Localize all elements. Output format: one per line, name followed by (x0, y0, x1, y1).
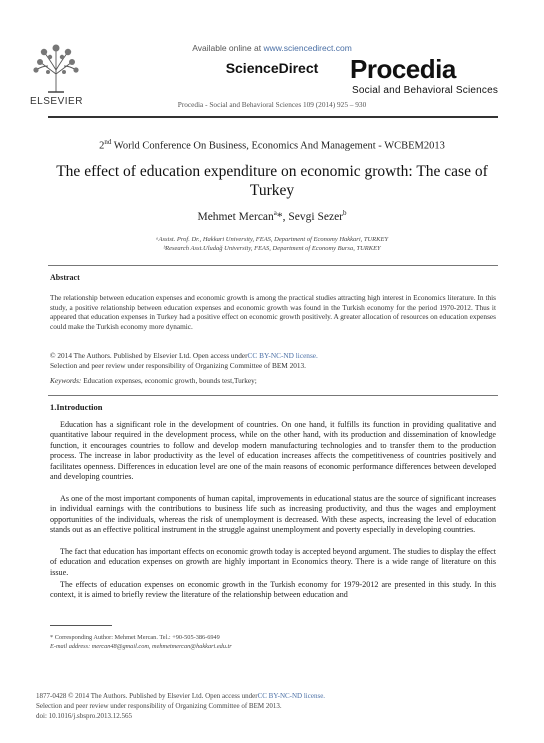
copyright-text: © 2014 The Authors. Published by Elsevier Ltd. (50, 351, 191, 360)
abstract-copyright (50, 351, 496, 361)
availability-line (0, 43, 544, 53)
affiliation-a: ᵃAssist. Prof. Dr., Hakkari University, FEAS, Department of Economy Hakkari, TURKEY (155, 236, 389, 243)
footer-line-1 (36, 692, 516, 701)
keywords-line (50, 376, 496, 386)
license-link[interactable]: CC BY-NC-ND license. (247, 351, 318, 360)
affiliation-b: ᵇResearch Asst.Uludağ University, FEAS, Department of Economy Bursa, TURKEY (163, 245, 381, 252)
conference-name: World Conference On Business, Economics And Management - WCBEM2013 (113, 140, 445, 152)
publisher-name: ELSEVIER (30, 96, 83, 107)
author-1-affil: a (273, 209, 277, 217)
header-divider (48, 116, 498, 118)
sciencedirect-link[interactable]: www.sciencedirect.com (263, 43, 352, 53)
author-separator: , (282, 210, 289, 223)
procedia-logo: Procedia (350, 54, 456, 84)
footnote-rule (50, 625, 112, 626)
author-2: Sevgi Sezer (288, 210, 344, 223)
footer-copyright: 1877-0428 © 2014 The Authors. Published by Elsevier Ltd. (36, 692, 204, 700)
footer-line-2: Selection and peer review under responsibility of Organizing Committee of BEM 2013. (36, 702, 282, 710)
procedia-subtitle: Social and Behavioral Sciences (352, 85, 499, 96)
open-access-text: Open access under (192, 351, 248, 360)
journal-reference: Procedia - Social and Behavioral Sciences 109 (2014) 925 – 930 (177, 100, 367, 109)
footer-doi: doi: 10.1016/j.sbspro.2013.12.565 (36, 712, 133, 720)
abstract-bottom-rule (48, 395, 498, 396)
author-line (0, 209, 544, 223)
author-2-affil: b (343, 209, 347, 217)
footer-license-link[interactable]: CC BY-NC-ND license. (257, 692, 326, 700)
paper-title: The effect of education expenditure on economic growth: The case of Turkey (56, 163, 488, 199)
section-heading: 1.Introduction (50, 402, 103, 412)
intro-paragraph-2: As one of the most important components of human capital, improvements in educational status are the source of significant increases in individual earnings with the contributions to business life such as increasing productivity, and thus the wages and employment opportunities of the individuals, whereas the risk of unemployment is decreased. With these aspects, increasing the level of education stands out as an effective political instrument in the struggle against unemployment and poverty especially in developing countries. (50, 494, 496, 535)
conference-ordinal: 2 (99, 140, 105, 152)
available-prefix: Available online at (192, 43, 262, 53)
abstract-review: Selection and peer review under responsibility of Organizing Committee of BEM 2013. (50, 361, 307, 370)
footnote-email: E-mail address: mercan48@gmail.com, mehmetmercan@hakkari.edu.tr (50, 643, 232, 650)
intro-paragraph-4: The effects of education expenses on economic growth in the Turkish economy for 1979-2012 are presented in this study. In this context, it is aimed to briefly review the literature of the relationship between education and (50, 580, 496, 600)
intro-paragraph-3: The fact that education has important effects on economic growth today is accepted beyond argument. The studies to display the effect of education and education expenses on growth are highly important in Economics theory. There is a wide range of literature on this issue. (50, 547, 496, 577)
keywords-label: Keywords: (50, 376, 82, 385)
footer-open-access: Open access under (205, 692, 258, 700)
conference-line (0, 138, 544, 152)
abstract-top-rule (48, 265, 498, 266)
corresponding-mark: * (276, 210, 283, 223)
keywords-text: Education expenses, economic growth, bounds test,Turkey; (83, 376, 257, 385)
sciencedirect-wordmark: ScienceDirect (225, 60, 319, 76)
author-1: Mehmet Mercan (197, 210, 274, 223)
footnote-corresponding: * Corresponding Author: Mehmet Mercan. Tel.: +90-505-386-6949 (50, 634, 220, 641)
abstract-text: The relationship between education expenses and economic growth is among the practical studies attracting high interest in Economics literature. In this study, a positive relationship between education expenses and economic growth was found in the Turkish economy for the period 1970-2012. Thus it appeared that education expenses in Turkey had a positive effect on economic growth positively. A greater allocation of resources on education expenses could make the Turkish economy more dynamic. (50, 293, 496, 332)
abstract-heading: Abstract (50, 273, 80, 282)
intro-paragraph-1: Education has a significant role in the development of countries. On one hand, it fulfills its function in providing qualitative and quantitative labour required in the development process, while on the other hand, with its production and dissemination of knowledge function, it encourages countries to follow and develop modern manufacturing technologies and to transfer them to the production process. The increase in labor productivity as the level of education increases affects the competitiveness of countries positively and facilitates openness. Differences in education level are one of the main reasons of economic performance differences between developed and developing countries. (50, 420, 496, 482)
conference-ordinal-sup: nd (104, 138, 112, 146)
